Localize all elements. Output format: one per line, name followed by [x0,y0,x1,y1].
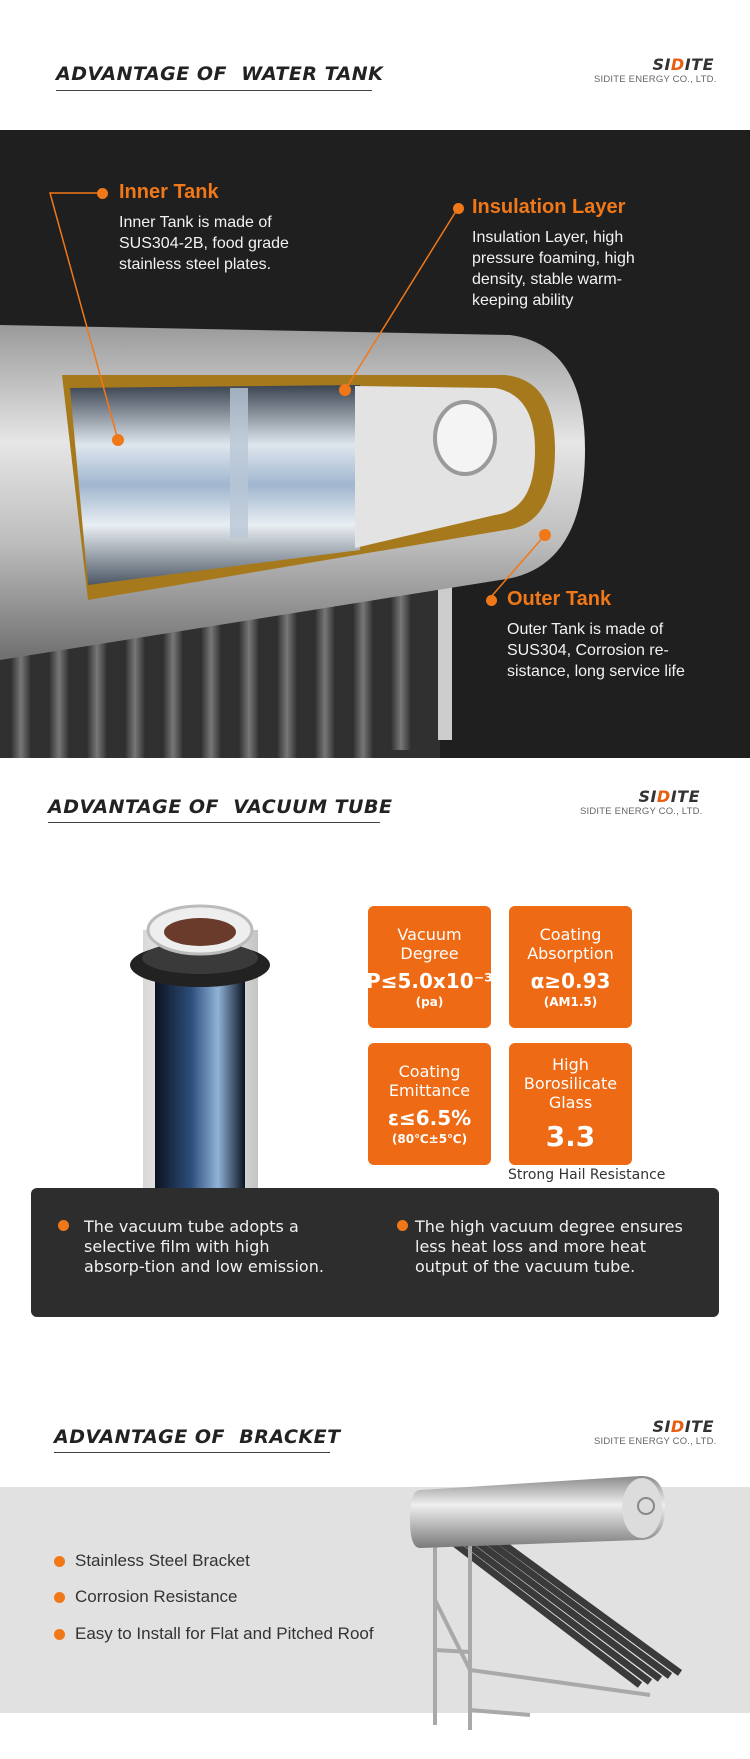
bracket-section-title: ADVANTAGE OF BRACKET [54,1426,341,1448]
spec-vacuum-degree [368,906,491,1028]
title-underline [56,90,372,91]
insulation-marker [453,203,464,214]
vacuum-tube-section-title: ADVANTAGE OF VACUUM TUBE [48,796,393,818]
inner-tank-marker [97,188,108,199]
spec-value: P≤5.0x10⁻³ [366,969,493,993]
hail-resistance-note: Strong Hail Resistance [508,1167,666,1183]
spec-unit: (80℃±5℃) [391,1132,468,1146]
vacuum-tube-illustration [125,890,295,1190]
outer-tank-marker [486,595,497,606]
spec-label: Vacuum Degree [397,925,462,963]
bullet-dot [54,1629,65,1640]
spec-coating-emittance [368,1043,491,1165]
spec-borosilicate-glass [509,1043,632,1165]
bracket-feature-1: Stainless Steel Bracket [75,1551,250,1570]
title-underline [48,822,380,823]
spec-coating-absorption [509,906,632,1028]
insulation-title: Insulation Layer [472,196,626,218]
outer-tank-text: Outer Tank is made of SUS304, Corrosion re-sistance, long service life [507,621,685,680]
spec-unit: (AM1.5) [543,995,598,1009]
bullet-dot [54,1592,65,1603]
spec-label: Coating Absorption [527,925,614,963]
brand-company: SIDITE ENERGY CO., LTD. [594,74,717,85]
spec-value: ε≤6.5% [387,1106,472,1130]
spec-value: 3.3 [545,1120,596,1153]
spec-label: Coating Emittance [388,1062,471,1100]
outer-tank-title: Outer Tank [507,588,612,610]
inner-tank-text: Inner Tank is made of SUS304-2B, food grade stainless steel plates. [119,214,289,273]
bracket-feature-3: Easy to Install for Flat and Pitched Roof [75,1624,374,1643]
water-tank-panel [0,130,750,758]
vacuum-point-2: The high vacuum degree ensures less heat loss and more heat output of the vacuum tube. [415,1217,683,1276]
brand-block [594,55,717,85]
brand-block [594,1417,717,1447]
vacuum-point-1: The vacuum tube adopts a selective film with high absorp-tion and low emission. [84,1217,324,1276]
insulation-text: Insulation Layer, high pressure foaming, high density, stable warm-keeping ability [472,229,635,309]
inner-tank-title: Inner Tank [119,181,219,203]
brand-logo: SIDITE [652,1417,714,1436]
bullet-dot [54,1556,65,1567]
brand-logo: SIDITE [638,787,700,806]
title-underline [54,1452,330,1453]
solar-heater-bracket-illustration [410,1470,690,1735]
spec-value: α≥0.93 [530,969,611,993]
vacuum-tube-points-panel [31,1188,719,1317]
brand-block [580,787,703,817]
bullet-dot [397,1220,408,1231]
water-tank-section-title: ADVANTAGE OF WATER TANK [56,63,384,85]
brand-company: SIDITE ENERGY CO., LTD. [594,1436,717,1447]
spec-unit: (pa) [415,995,444,1009]
brand-logo: SIDITE [652,55,714,74]
brand-company: SIDITE ENERGY CO., LTD. [580,806,703,817]
bracket-feature-2: Corrosion Resistance [75,1587,238,1606]
spec-label: High Borosilicate Glass [523,1055,618,1112]
bullet-dot [58,1220,69,1231]
